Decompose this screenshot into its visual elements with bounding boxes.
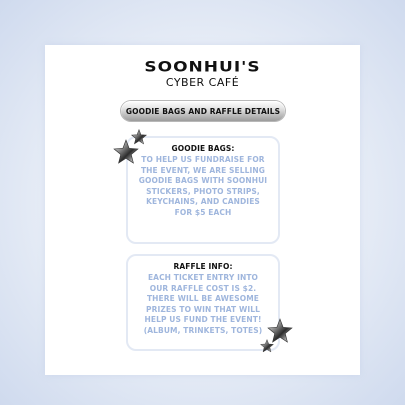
section-title-pill: GOODIE BAGS AND RAFFLE DETAILS	[121, 101, 285, 121]
goodie-bags-box	[126, 136, 280, 244]
goodie-bags-body	[128, 155, 278, 219]
chrome-star-icon-small	[260, 339, 274, 353]
goodie-line: KEYCHAINS, AND CANDIES	[146, 197, 260, 207]
raffle-title: RAFFLE INFO:	[173, 262, 233, 271]
raffle-line: (ALBUM, TRINKETS, TOTES)	[143, 325, 263, 335]
brand-header	[45, 57, 360, 89]
raffle-line: EACH TICKET ENTRY INTO	[147, 273, 259, 282]
goodie-line: GOODIE BAGS WITH SOONHUI	[138, 176, 268, 186]
chrome-star-icon-small	[131, 129, 147, 145]
goodie-line: FOR $5 EACH	[174, 207, 232, 217]
raffle-line: THERE WILL BE AWESOME	[146, 294, 260, 304]
raffle-info-box	[126, 254, 280, 351]
raffle-line: PRIZES TO WIN THAT WILL	[146, 304, 260, 314]
brand-logo-text: SOONHUI'S	[144, 58, 261, 76]
goodie-line: STICKERS, PHOTO STRIPS,	[146, 186, 260, 196]
flyer-card	[45, 45, 360, 375]
goodie-line: TO HELP US FUNDRAISE FOR	[141, 155, 265, 164]
raffle-line: HELP US FUND THE EVENT!	[144, 315, 262, 325]
raffle-line: OUR RAFFLE COST IS $2.	[149, 283, 257, 293]
raffle-body	[128, 273, 278, 337]
brand-subtitle: CYBER CAFÉ	[165, 76, 240, 89]
goodie-bags-title: GOODIE BAGS:	[171, 144, 235, 153]
goodie-line: THE EVENT, WE ARE SELLING	[140, 165, 266, 175]
